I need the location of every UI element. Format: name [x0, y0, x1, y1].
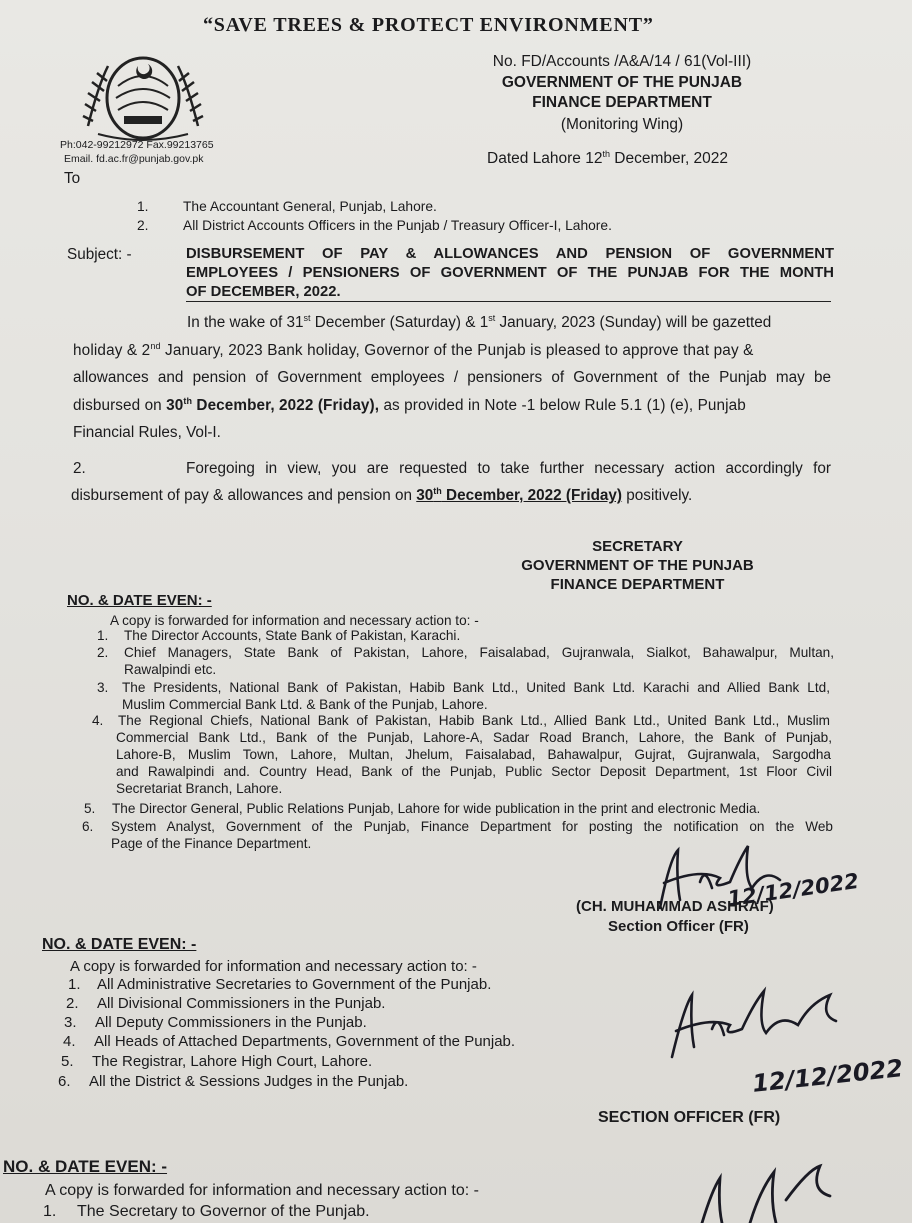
list-item: The Secretary to Governor of the Punjab. [77, 1203, 370, 1220]
signature-2 [660, 985, 880, 1065]
list-number: 6. [82, 819, 94, 834]
to-label: To [64, 170, 81, 187]
header-wing: (Monitoring Wing) [560, 116, 684, 133]
list-item: The Presidents, National Bank of Pakistan, Habib Bank Ltd., United Bank Ltd. Karachi and Allied Bank Ltd, [122, 680, 830, 695]
date-line: Dated Lahore 12th December, 2022 [487, 148, 729, 167]
recipient-text: The Accountant General, Punjab, Lahore. [183, 199, 437, 214]
list-number: 4. [92, 713, 104, 728]
para1-line: disbursed on 30th December, 2022 (Friday), as provided in Note -1 below Rule 5.1 (1) (e), Punjab [73, 395, 746, 414]
list-number: 3. [97, 680, 109, 695]
subject-line: DISBURSEMENT OF PAY & ALLOWANCES AND PENSION OF GOVERNMENT [186, 246, 834, 262]
list-item: and Rawalpindi and. Country Head, Bank of the Punjab, Public Sector Deposit Department, 1st Floor Civil [116, 764, 832, 779]
endorsement-intro: A copy is forwarded for information and necessary action to: - [110, 613, 479, 628]
endorsement-heading: NO. & DATE EVEN: - [42, 936, 197, 953]
list-number: 3. [64, 1014, 77, 1031]
para1-line: holiday & 2nd January, 2023 Bank holiday, Governor of the Punjab is pleased to approve that pay & [73, 340, 754, 359]
endorsement-intro: A copy is forwarded for information and necessary action to: - [70, 958, 477, 975]
signature-3 [690, 1160, 850, 1223]
reference-number: No. FD/Accounts /A&A/14 / 61(Vol-III) [492, 53, 752, 70]
list-item: Secretariat Branch, Lahore. [116, 781, 283, 796]
list-item: All Heads of Attached Departments, Government of the Punjab. [94, 1033, 516, 1050]
list-number: 2. [66, 995, 79, 1012]
email: Email. fd.ac.fr@punjab.gov.pk [64, 153, 204, 165]
para1-line: In the wake of 31st December (Saturday) & 1st January, 2023 (Sunday) will be gazetted [187, 312, 772, 331]
recipient-text: All District Accounts Officers in the Punjab / Treasury Officer-I, Lahore. [183, 218, 612, 233]
list-number: 5. [84, 801, 96, 816]
endorsement-heading: NO. & DATE EVEN: - [3, 1157, 168, 1176]
signer-name: (CH. MUHAMMAD ASHRAF) [576, 898, 774, 915]
subject-line: OF DECEMBER, 2022. [186, 284, 341, 300]
signer-title: Section Officer (FR) [608, 918, 749, 935]
subject-underline [186, 301, 831, 302]
list-item: The Director General, Public Relations Punjab, Lahore for wide publication in the print and electronic Media. [112, 801, 761, 816]
para1-line: Financial Rules, Vol-I. [73, 424, 221, 441]
list-item: Lahore-B, Muslim Town, Lahore, Multan, Jhelum, Faisalabad, Bahawalpur, Gujrat, Gujranwala, Sargodha [116, 747, 831, 762]
endorsement-intro: A copy is forwarded for information and necessary action to: - [45, 1182, 479, 1199]
list-item: System Analyst, Government of the Punjab, Finance Department for posting the notification on the Web [111, 819, 833, 834]
secretary-dept: FINANCE DEPARTMENT [550, 576, 725, 593]
list-item: All the District & Sessions Judges in the Punjab. [89, 1073, 409, 1090]
list-number: 1. [97, 628, 109, 643]
recipient-num: 1. [137, 199, 149, 214]
secretary-title: SECRETARY [592, 538, 683, 555]
signature-date: 12/12/2022 [725, 868, 861, 912]
list-number: 6. [58, 1073, 71, 1090]
list-number: 2. [97, 645, 109, 660]
list-item: The Registrar, Lahore High Court, Lahore. [92, 1053, 373, 1070]
list-item: Chief Managers, State Bank of Pakistan, Lahore, Faisalabad, Gujranwala, Sialkot, Bahawalpur, Multan, [124, 645, 834, 660]
subject-label: Subject: - [67, 246, 132, 263]
signer-title: SECTION OFFICER (FR) [598, 1109, 781, 1126]
header-department: FINANCE DEPARTMENT [532, 94, 712, 111]
list-item: The Regional Chiefs, National Bank of Pakistan, Habib Bank Ltd., Allied Bank Ltd., United Bank Ltd., Muslim [118, 713, 830, 728]
recipient-num: 2. [137, 218, 149, 233]
list-item: Commercial Bank Ltd., Bank of the Punjab, Lahore-A, Sadar Road Branch, Lahore, the Bank of Punjab, [116, 730, 832, 745]
list-item: All Divisional Commissioners in the Punjab. [97, 995, 386, 1012]
subject-line: EMPLOYEES / PENSIONERS OF GOVERNMENT OF THE PUNJAB FOR THE MONTH [186, 265, 834, 281]
list-item: Page of the Finance Department. [111, 836, 312, 851]
secretary-govt: GOVERNMENT OF THE PUNJAB [521, 557, 754, 574]
list-item: Muslim Commercial Bank Ltd. & Bank of the Punjab, Lahore. [122, 697, 488, 712]
list-item: The Director Accounts, State Bank of Pakistan, Karachi. [124, 628, 461, 643]
list-item: All Administrative Secretaries to Government of the Punjab. [97, 976, 492, 993]
motto: “SAVE TREES & PROTECT ENVIRONMENT” [203, 14, 654, 36]
list-number: 4. [63, 1033, 76, 1050]
para2-line: Foregoing in view, you are requested to take further necessary action accordingly for [186, 460, 831, 477]
list-number: 1. [68, 976, 81, 993]
para2-number: 2. [73, 460, 86, 477]
header-government: GOVERNMENT OF THE PUNJAB [501, 74, 743, 91]
para2-line: disbursement of pay & allowances and pension on 30th December, 2022 (Friday) positively. [71, 485, 693, 504]
list-number: 5. [61, 1053, 74, 1070]
punjab-government-logo [78, 46, 208, 146]
signature-date: 12/12/2022 [750, 1054, 905, 1098]
list-number: 1. [43, 1203, 57, 1220]
list-item: Rawalpindi etc. [124, 662, 217, 677]
para1-line: allowances and pension of Government employees / pensioners of Government of the Punjab may be [73, 369, 831, 386]
list-item: All Deputy Commissioners in the Punjab. [95, 1014, 367, 1031]
phone-fax: Ph:042-99212972 Fax.99213765 [60, 139, 214, 151]
endorsement-heading: NO. & DATE EVEN: - [67, 592, 212, 609]
